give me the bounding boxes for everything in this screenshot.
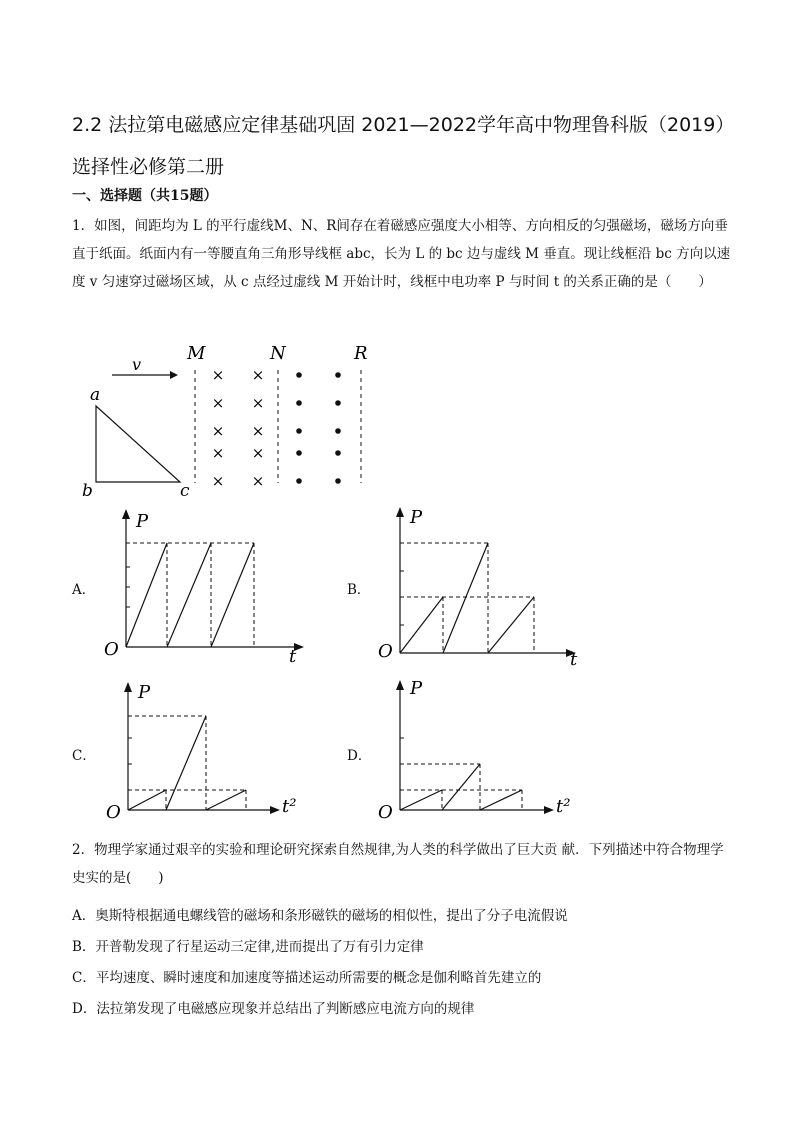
svg-text:×: × [211,422,225,440]
svg-text:×: × [251,422,265,440]
svg-text:O: O [378,641,393,662]
q2-option-c: C．平均速度、瞬时速度和加速度等描述运动所需要的概念是伽利略首先建立的 [72,970,542,986]
svg-text:O: O [378,802,393,823]
graph-d [370,680,590,830]
question-2-text: 2．物理学家通过艰辛的实验和理论研究探索自然规律,为人类的科学做出了巨大贡 献．下列描述中符合物理学史实的是( ) [72,842,724,886]
cross-marks [212,366,265,490]
graph-c [96,680,316,830]
velocity-arrowhead [170,371,178,379]
svg-text:P: P [138,682,151,703]
triangle-frame [96,406,180,482]
svg-text:×: × [251,444,265,462]
svg-text:t: t [570,649,578,670]
svg-text:t²: t² [282,796,297,817]
svg-text:P: P [410,680,423,699]
label-N: N [270,343,286,364]
q2-option-d: D．法拉第发现了电磁感应现象并总结出了判断感应电流方向的规律 [72,1001,475,1017]
option-c-label: C． [72,748,96,764]
svg-text:×: × [251,394,265,412]
svg-text:P: P [136,511,149,532]
svg-text:t: t [289,646,297,667]
svg-text:O: O [106,802,121,823]
q1-field-figure [70,338,390,503]
velocity-label: v [132,355,142,374]
graph-a [96,505,316,670]
q2-option-a: A．奥斯特根据通电螺线管的磁场和条形磁铁的磁场的相似性，提出了分子电流假说 [72,908,568,924]
question-1-text: 1．如图，间距均为 L 的平行虚线M、N、R间存在着磁感应强度大小相等、方向相反的匀强磁场，磁场方向垂直于纸面。纸面内有一等腰直角三角形导线框 abc，长为 L 的 bc 边与虚线 M 垂直。现让线框沿 bc 方向以速度 v 匀速穿过磁场区域，从 c 点经过虚线 M 开始计时，线框中电功率 P 与时间 t 的关系正确的是（ ） [72,218,731,290]
svg-text:×: × [211,366,225,384]
vertex-c: c [180,481,190,501]
vertex-b: b [82,481,93,501]
svg-text:×: × [211,394,225,412]
q2-option-b: B．开普勒发现了行星运动三定律,进而提出了万有引力定律 [72,939,424,955]
svg-text:×: × [211,444,225,462]
option-d-label: D． [347,748,372,764]
label-M: M [187,343,206,364]
svg-text:t²: t² [556,796,571,817]
svg-text:×: × [211,472,225,490]
graph-b [370,505,590,670]
dot-marks [296,372,341,484]
svg-text:×: × [251,366,265,384]
svg-text:O: O [104,639,119,660]
svg-text:P: P [410,507,423,528]
vertex-a: a [90,385,101,405]
document-title: 2.2 法拉第电磁感应定律基础巩固 2021—2022学年高中物理鲁科版（2019）选择性必修第二册 [72,114,725,178]
section-header: 一、选择题（共15题） [72,188,218,204]
label-R: R [354,343,368,364]
option-b-label: B． [347,582,371,598]
option-a-label: A． [72,582,96,598]
svg-text:×: × [251,472,265,490]
